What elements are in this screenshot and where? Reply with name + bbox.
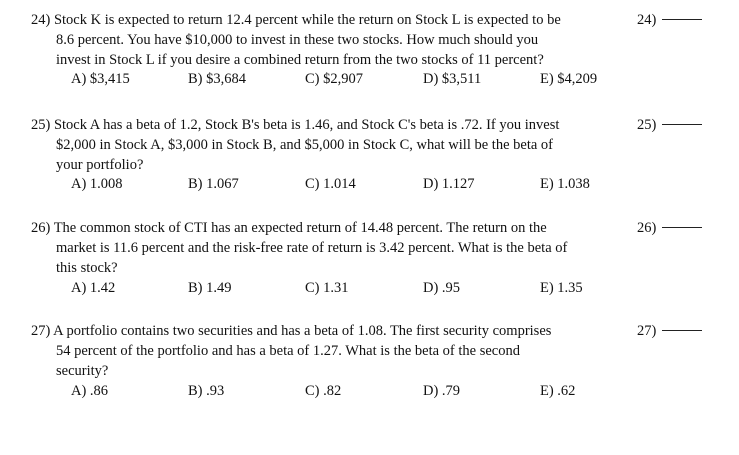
question-text-line: $2,000 in Stock A, $3,000 in Stock B, and $5,000 in Stock C, what will be the beta of	[56, 137, 553, 153]
question-text-line: market is 11.6 percent and the risk-free rate of return is 3.42 percent. What is the beta of	[56, 240, 568, 256]
answer-choice-b: B) 1.067	[188, 176, 239, 192]
answer-slot	[637, 115, 702, 135]
question-text-line: your portfolio?	[56, 157, 144, 173]
answer-choice-a: A) 1.008	[71, 176, 123, 192]
answer-choice-c: C) .82	[305, 383, 342, 399]
answer-choice-b: B) 1.49	[188, 280, 232, 296]
question-text-line: 25) Stock A has a beta of 1.2, Stock B's beta is 1.46, and Stock C's beta is .72. If you invest	[31, 117, 560, 133]
question-text-line: this stock?	[56, 260, 118, 276]
answer-slot	[637, 218, 702, 238]
question-text-line: 27) A portfolio contains two securities and has a beta of 1.08. The first security comprises	[31, 323, 552, 339]
answer-blank-line[interactable]	[662, 330, 702, 331]
answer-blank-line[interactable]	[662, 124, 702, 125]
answer-choice-c: C) 1.31	[305, 280, 349, 296]
answer-blank-line[interactable]	[662, 19, 702, 20]
question-text-line: security?	[56, 363, 109, 379]
question-text-line: 26) The common stock of CTI has an expected return of 14.48 percent. The return on the	[31, 220, 547, 236]
answer-number: 27)	[637, 323, 657, 339]
question-text-line: 8.6 percent. You have $10,000 to invest in these two stocks. How much should you	[56, 32, 539, 48]
answer-slot	[637, 10, 702, 30]
answer-choice-e: E) .62	[540, 383, 576, 399]
answer-choice-d: D) .79	[423, 383, 461, 399]
answer-number: 24)	[637, 12, 657, 28]
answer-choice-a: A) .86	[71, 383, 109, 399]
question-text-line: invest in Stock L if you desire a combined return from the two stocks of 11 percent?	[56, 52, 544, 68]
answer-choice-a: A) $3,415	[71, 71, 130, 87]
answer-choice-d: D) 1.127	[423, 176, 475, 192]
answer-choice-e: E) 1.35	[540, 280, 583, 296]
answer-slot	[637, 321, 702, 341]
answer-number: 25)	[637, 117, 657, 133]
question-text-line: 24) Stock K is expected to return 12.4 percent while the return on Stock L is expected to be	[31, 12, 561, 28]
answer-choice-a: A) 1.42	[71, 280, 116, 296]
answer-blank-line[interactable]	[662, 227, 702, 228]
question-text-line: 54 percent of the portfolio and has a beta of 1.27. What is the beta of the second	[56, 343, 520, 359]
answer-number: 26)	[637, 220, 657, 236]
answer-choice-b: B) .93	[188, 383, 225, 399]
answer-choice-c: C) 1.014	[305, 176, 356, 192]
answer-choice-d: D) .95	[423, 280, 461, 296]
answer-choice-d: D) $3,511	[423, 71, 482, 87]
answer-choice-b: B) $3,684	[188, 71, 246, 87]
answer-choice-c: C) $2,907	[305, 71, 363, 87]
answer-choice-e: E) $4,209	[540, 71, 598, 87]
answer-choice-e: E) 1.038	[540, 176, 590, 192]
